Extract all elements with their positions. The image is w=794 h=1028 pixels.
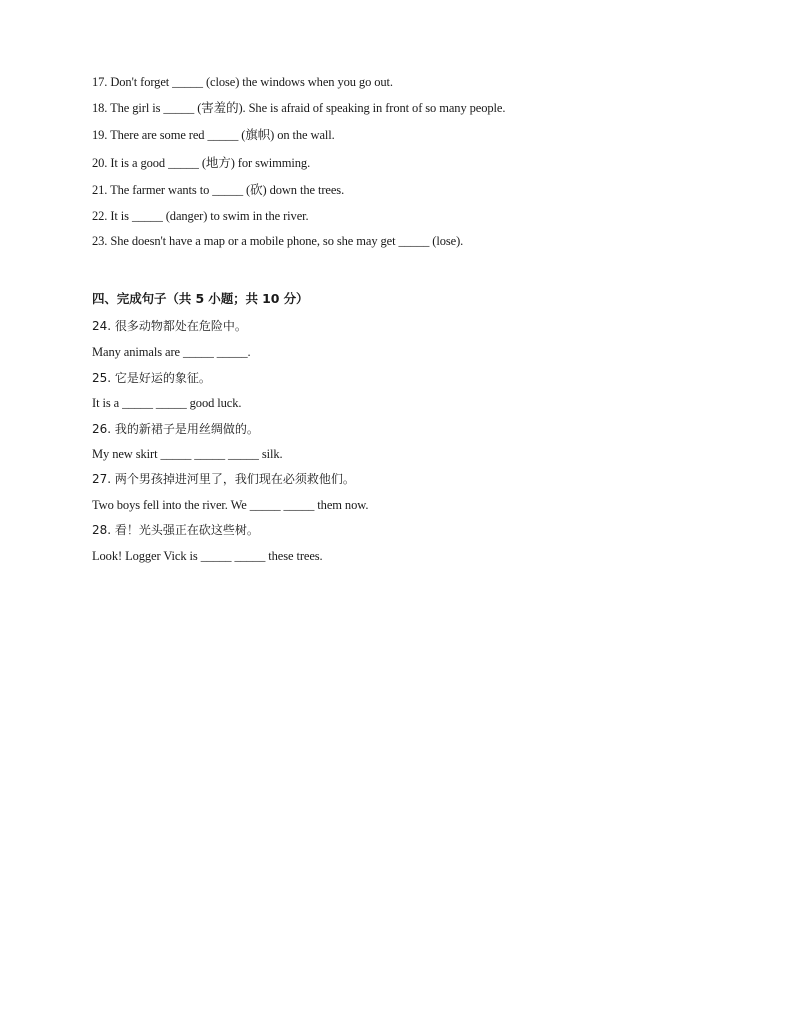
question-23: 23. She doesn't have a map or a mobile phone, so she may get _____ (lose). — [92, 234, 464, 248]
question-26-chinese: 26. 我的新裙子是用丝绸做的。 — [92, 422, 259, 436]
question-25-chinese: 25. 它是好运的象征。 — [92, 371, 211, 385]
question-22: 22. It is _____ (danger) to swim in the river. — [92, 209, 309, 223]
question-20: 20. It is a good _____ (地方) for swimming. — [92, 156, 311, 170]
section-four-heading: 四、完成句子（共 5 小题；共 10 分） — [92, 291, 309, 306]
question-17: 17. Don't forget _____ (close) the windows when you go out. — [92, 75, 393, 89]
question-18: 18. The girl is _____ (害羞的). She is afraid of speaking in front of so many people. — [92, 101, 506, 115]
question-24-english: Many animals are _____ _____. — [92, 345, 251, 359]
question-21: 21. The farmer wants to _____ (砍) down the trees. — [92, 183, 345, 197]
question-27-chinese: 27. 两个男孩掉进河里了，我们现在必须救他们。 — [92, 472, 355, 486]
question-25-english: It is a _____ _____ good luck. — [92, 396, 242, 410]
question-24-chinese: 24. 很多动物都处在危险中。 — [92, 319, 247, 333]
question-19: 19. There are some red _____ (旗帜) on the wall. — [92, 128, 335, 142]
question-28-chinese: 28. 看！光头强正在砍这些树。 — [92, 523, 259, 537]
question-27-english: Two boys fell into the river. We _____ _____ them now. — [92, 498, 369, 512]
question-26-english: My new skirt _____ _____ _____ silk. — [92, 447, 283, 461]
question-28-english: Look! Logger Vick is _____ _____ these trees. — [92, 549, 323, 563]
